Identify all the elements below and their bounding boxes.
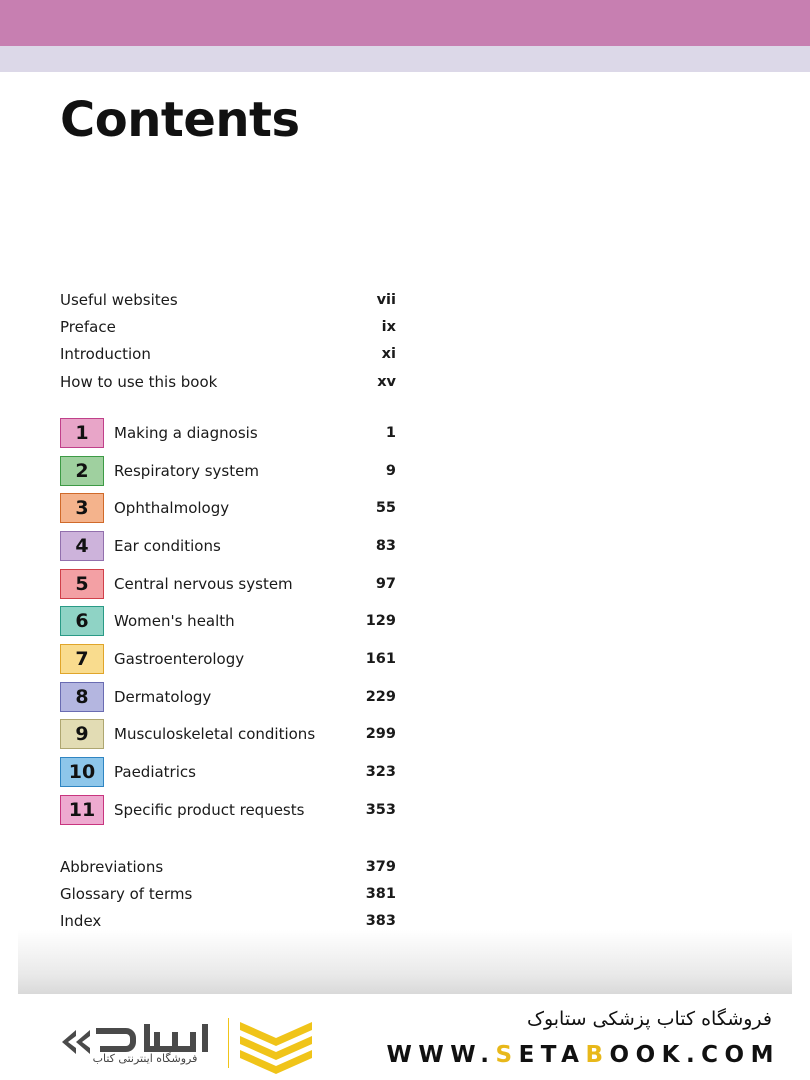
- url-part: WWW.: [386, 1042, 496, 1068]
- chapter-title: Women's health: [114, 612, 235, 631]
- toc-entry-label: Introduction: [60, 345, 151, 364]
- url-part: ETA: [518, 1042, 586, 1068]
- chapter-entry[interactable]: [60, 489, 396, 527]
- chapter-page: 323: [365, 764, 396, 781]
- chapter-number-box: 4: [60, 531, 104, 561]
- front-matter-list: [60, 286, 396, 395]
- chapter-title: Musculoskeletal conditions: [114, 725, 316, 744]
- chapter-title: Specific product requests: [114, 800, 305, 819]
- back-matter-list: [60, 853, 396, 935]
- chapter-title: Respiratory system: [114, 461, 259, 480]
- chapter-page: 353: [365, 801, 396, 818]
- toc-entry-page: 379: [365, 858, 396, 875]
- chapter-entry[interactable]: [60, 565, 396, 603]
- chapter-entry[interactable]: [60, 678, 396, 716]
- toc-entry-label: Glossary of terms: [60, 884, 193, 903]
- toc-entry-page: vii: [376, 291, 396, 308]
- chapter-title: Central nervous system: [114, 574, 293, 593]
- toc-entry[interactable]: [60, 880, 396, 907]
- chapter-number-box: 6: [60, 606, 104, 636]
- chapter-number-box: 3: [60, 493, 104, 523]
- chapter-entry[interactable]: [60, 640, 396, 678]
- chapter-page: 1: [385, 424, 396, 441]
- chapter-title: Ear conditions: [114, 536, 221, 555]
- shop-name: فروشگاه کتاب پزشکی ستابوک: [526, 1008, 772, 1030]
- chapter-number-box: 1: [60, 418, 104, 448]
- logo-divider: [228, 1018, 229, 1068]
- chapter-entry[interactable]: [60, 791, 396, 829]
- url-highlight: S: [495, 1042, 519, 1068]
- toc-entry-page: 381: [365, 885, 396, 902]
- chapter-title: Dermatology: [114, 687, 212, 706]
- toc-entry[interactable]: [60, 368, 396, 395]
- shop-url[interactable]: [387, 1042, 781, 1068]
- page-title: Contents: [60, 92, 300, 148]
- chapter-page: 83: [375, 537, 396, 554]
- page-shadow-fade: [18, 930, 792, 994]
- chapter-page: 229: [365, 688, 396, 705]
- toc-entry[interactable]: [60, 341, 396, 368]
- chapter-page: 161: [365, 650, 396, 667]
- chapter-list: [60, 414, 396, 829]
- chapter-number-box: 10: [60, 757, 104, 787]
- chapter-entry[interactable]: [60, 452, 396, 490]
- toc-entry-label: Index: [60, 912, 102, 931]
- chapter-number-box: 7: [60, 644, 104, 674]
- chapter-number-box: 5: [60, 569, 104, 599]
- chapter-page: 55: [375, 500, 396, 517]
- chapter-title: Paediatrics: [114, 763, 196, 782]
- chevron-stack-icon: [236, 1016, 316, 1074]
- chapter-title: Ophthalmology: [114, 499, 230, 518]
- toc-entry-page: xi: [381, 346, 396, 363]
- chapter-number-box: 9: [60, 719, 104, 749]
- chapter-number-box: 11: [60, 795, 104, 825]
- toc-entry-page: 383: [365, 913, 396, 930]
- chapter-number-box: 8: [60, 682, 104, 712]
- chapter-entry[interactable]: [60, 716, 396, 754]
- chapter-page: 9: [385, 462, 396, 479]
- logo-subtitle: فروشگاه اینترنتی کتاب: [92, 1052, 198, 1065]
- toc-entry-label: Abbreviations: [60, 857, 164, 876]
- chapter-number-box: 2: [60, 456, 104, 486]
- chapter-entry[interactable]: [60, 414, 396, 452]
- chapter-title: Gastroenterology: [114, 649, 245, 668]
- url-part: OOK.COM: [609, 1042, 780, 1068]
- toc-entry[interactable]: [60, 286, 396, 313]
- toc-entry-label: Useful websites: [60, 290, 178, 309]
- toc-entry[interactable]: [60, 313, 396, 340]
- toc-entry-label: Preface: [60, 317, 116, 336]
- chapter-entry[interactable]: [60, 753, 396, 791]
- toc-entry[interactable]: [60, 853, 396, 880]
- top-color-band: [0, 0, 810, 46]
- chapter-entry[interactable]: [60, 602, 396, 640]
- chapter-page: 129: [365, 613, 396, 630]
- chapter-entry[interactable]: [60, 527, 396, 565]
- toc-entry-page: xv: [377, 373, 396, 390]
- url-highlight: B: [585, 1042, 610, 1068]
- sub-color-band: [0, 46, 810, 72]
- toc-entry-label: How to use this book: [60, 372, 218, 391]
- chapter-page: 299: [365, 726, 396, 743]
- chapter-page: 97: [375, 575, 396, 592]
- chapter-title: Making a diagnosis: [114, 423, 258, 442]
- watermark-footer: [0, 994, 810, 1080]
- toc-entry-page: ix: [381, 318, 396, 335]
